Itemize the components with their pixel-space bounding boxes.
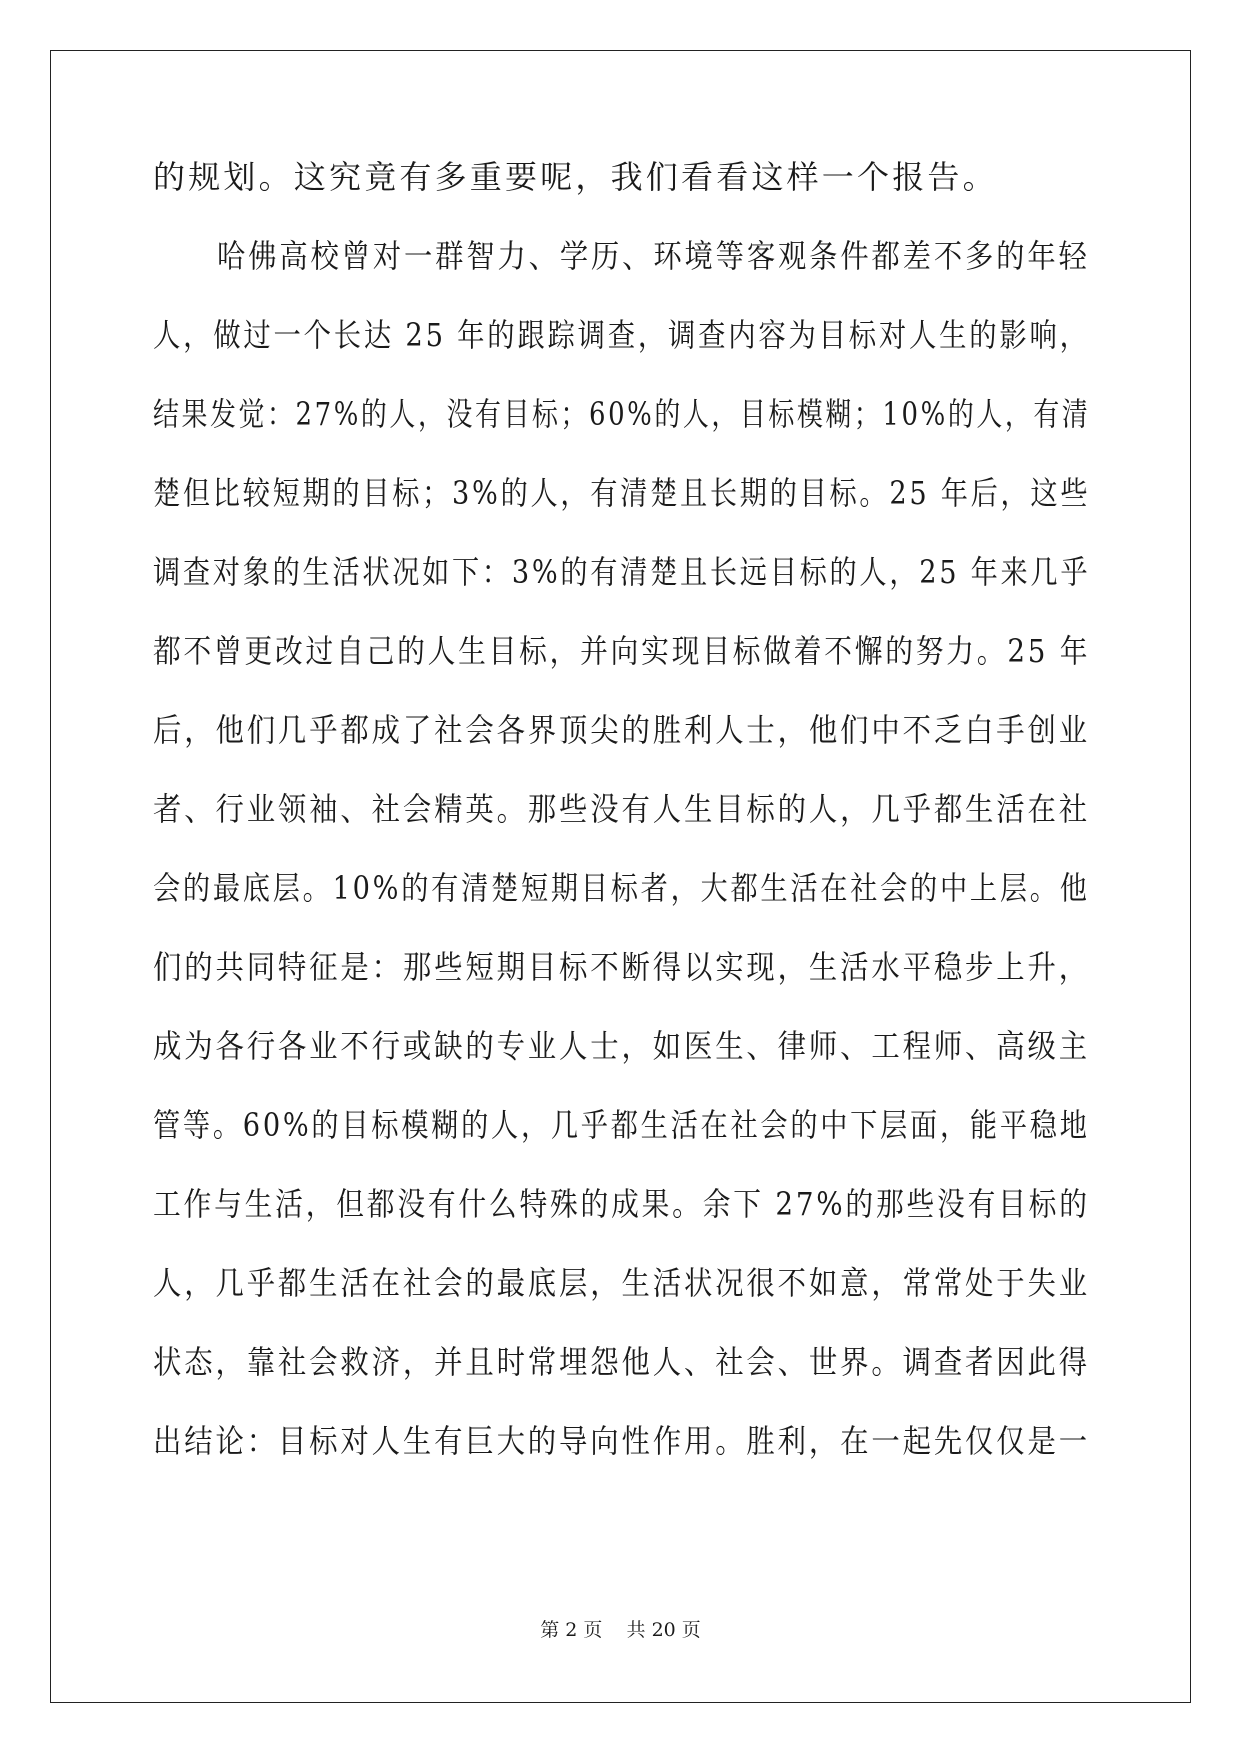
body-line: 人，做过一个长达 25 年的跟踪调查，调查内容为目标对人生的影响， xyxy=(153,316,1090,354)
body-line: 出结论：目标对人生有巨大的导向性作用。胜利，在一起先仅仅是一 xyxy=(153,1422,1091,1460)
body-line: 者、行业领袖、社会精英。那些没有人生目标的人，几乎都生活在社 xyxy=(153,790,1091,828)
body-line: 会的最底层。10%的有清楚短期目标者，大都生活在社会的中上层。他 xyxy=(153,869,1090,907)
body-line: 后，他们几乎都成了社会各界顶尖的胜利人士，他们中不乏白手创业 xyxy=(153,711,1091,749)
body-line: 都不曾更改过自己的人生目标，并向实现目标做着不懈的努力。25 年 xyxy=(153,632,1091,670)
body-line: 们的共同特征是：那些短期目标不断得以实现，生活水平稳步上升， xyxy=(153,948,1091,986)
body-line: 结果发觉：27%的人，没有目标；60%的人，目标模糊；10%的人，有清 xyxy=(153,395,1091,433)
body-line: 状态，靠社会救济，并且时常埋怨他人、社会、世界。调查者因此得 xyxy=(153,1343,1091,1381)
body-line: 调查对象的生活状况如下：3%的有清楚且长远目标的人，25 年来几乎 xyxy=(153,553,1091,591)
body-line: 的规划。这究竟有多重要呢，我们看看这样一个报告。 xyxy=(153,158,998,196)
body-line: 成为各行各业不行或缺的专业人士，如医生、律师、工程师、高级主 xyxy=(153,1027,1091,1065)
body-line: 楚但比较短期的目标；3%的人，有清楚且长期的目标。25 年后，这些 xyxy=(153,474,1091,512)
paragraph-first-line: 哈佛高校曾对一群智力、学历、环境等客观条件都差不多的年轻 xyxy=(217,237,1090,275)
page-footer: 第 2 页 共 20 页 xyxy=(540,1619,701,1641)
body-line: 人，几乎都生活在社会的最底层，生活状况很不如意，常常处于失业 xyxy=(153,1264,1091,1302)
body-line: 管等。60%的目标模糊的人，几乎都生活在社会的中下层面，能平稳地 xyxy=(153,1106,1090,1144)
body-line: 工作与生活，但都没有什么特殊的成果。余下 27%的那些没有目标的 xyxy=(153,1185,1090,1223)
